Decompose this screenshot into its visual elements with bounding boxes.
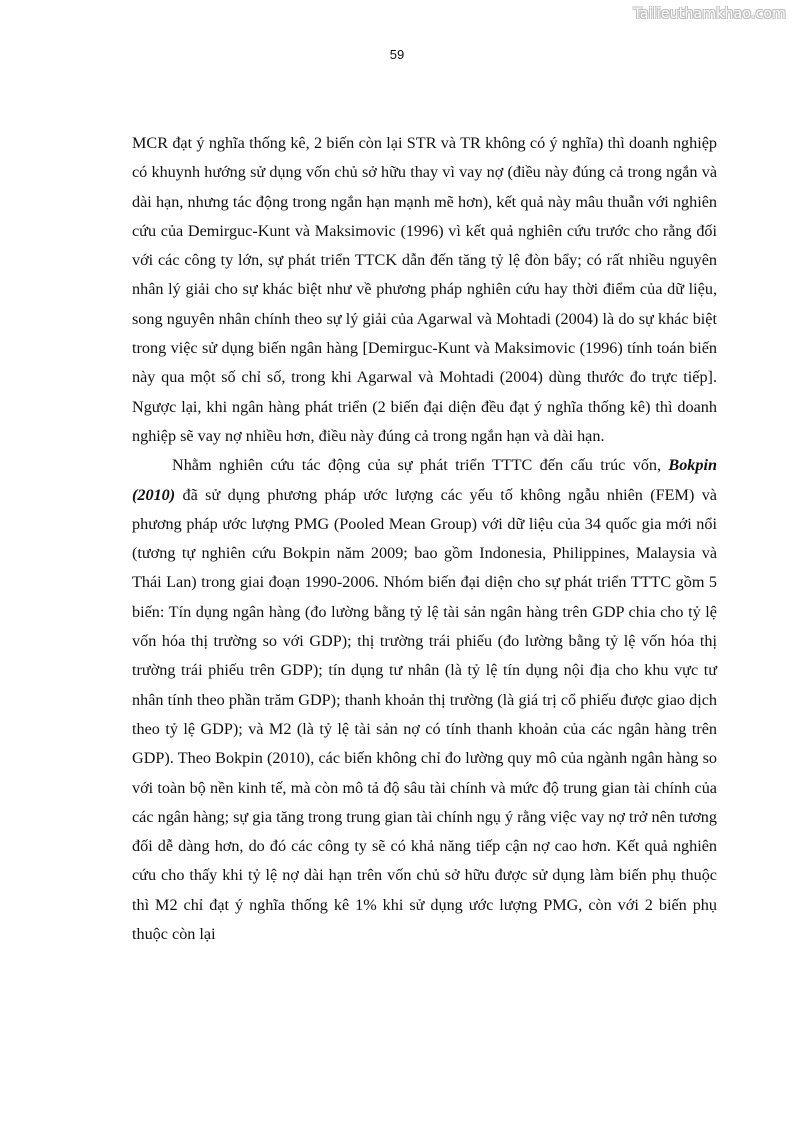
paragraph-2-lead: Nhằm nghiên cứu tác động của sự phát triển TTTC đến cấu trúc vốn, (172, 456, 669, 475)
body-text (132, 129, 717, 949)
page-number: 59 (389, 47, 405, 62)
paragraph-2 (132, 451, 717, 949)
citation-bokpin-2010: Bokpin (2010) (132, 456, 717, 504)
watermark: Tailieuthamkhao.com (633, 6, 786, 22)
paragraph-2-rest: đã sử dụng phương pháp ước lượng các yếu tố không ngẫu nhiên (FEM) và phương pháp ước lượng PMG (Pooled Mean Group) với dữ liệu của 34 quốc gia mới nổi (tương tự nghiên cứu Bokpin năm 2009; bao gồm Indonesia, Philippines, Malaysia và Thái Lan) trong giai đoạn 1990-2006. Nhóm biến đại diện cho sự phát triển TTTC gồm 5 biến: Tín dụng ngân hàng (đo lường bằng tỷ lệ tài sản ngân hàng trên GDP chia cho tỷ lệ vốn hóa thị trường so với GDP); thị trường trái phiếu (đo lường bằng tỷ lệ vốn hóa thị trường trái phiếu trên GDP); tín dụng tư nhân (là tỷ lệ tín dụng nội địa cho khu vực tư nhân tính theo phần trăm GDP); thanh khoản thị trường (là giá trị cổ phiếu được giao dịch theo tỷ lệ GDP); và M2 (là tỷ lệ tài sản nợ có tính thanh khoản của các ngân hàng trên GDP). Theo Bokpin (2010), các biến không chỉ đo lường quy mô của ngành ngân hàng so với toàn bộ nền kinh tế, mà còn mô tả độ sâu tài chính và mức độ trung gian tài chính của các ngân hàng; sự gia tăng trong trung gian tài chính ngụ ý rằng việc vay nợ trở nên tương đối dễ dàng hơn, do đó các công ty sẽ có khả năng tiếp cận nợ cao hơn. Kết quả nghiên cứu cho thấy khi tỷ lệ nợ dài hạn trên vốn chủ sở hữu được sử dụng làm biến phụ thuộc thì M2 chỉ đạt ý nghĩa thống kê 1% khi sử dụng ước lượng PMG, còn với 2 biến phụ thuộc còn lại (132, 485, 717, 944)
paragraph-1: MCR đạt ý nghĩa thống kê, 2 biến còn lại STR và TR không có ý nghĩa) thì doanh nghiệp có khuynh hướng sử dụng vốn chủ sở hữu thay vì vay nợ (điều này đúng cả trong ngắn và dài hạn, nhưng tác động trong ngắn hạn mạnh mẽ hơn), kết quả này mâu thuẫn với nghiên cứu của Demirguc-Kunt và Maksimovic (1996) vì kết quả nghiên cứu trước cho rằng đối với các công ty lớn, sự phát triển TTCK dẫn đến tăng tỷ lệ đòn bẩy; có rất nhiều nguyên nhân lý giải cho sự khác biệt như về phương pháp nghiên cứu hay thời điểm của dữ liệu, song nguyên nhân chính theo sự lý giải của Agarwal và Mohtadi (2004) là do sự khác biệt trong việc sử dụng biến ngân hàng [Demirguc-Kunt và Maksimovic (1996) tính toán biến này qua một số chỉ số, trong khi Agarwal và Mohtadi (2004) dùng thước đo trực tiếp]. Ngược lại, khi ngân hàng phát triển (2 biến đại diện đều đạt ý nghĩa thống kê) thì doanh nghiệp sẽ vay nợ nhiều hơn, điều này đúng cả trong ngắn hạn và dài hạn. (132, 134, 717, 445)
